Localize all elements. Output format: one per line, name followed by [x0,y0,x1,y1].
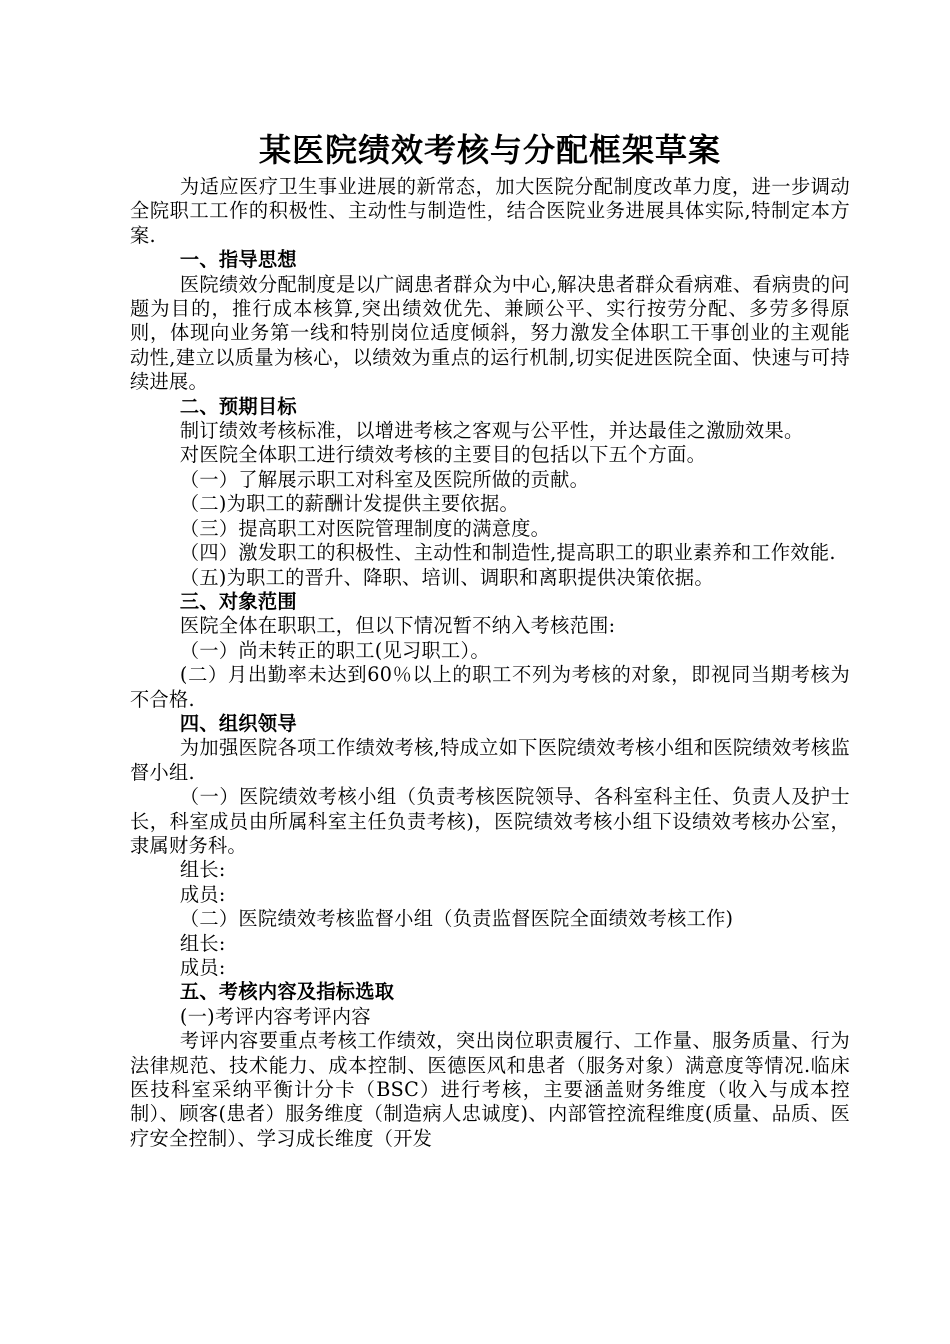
scope-item: (二）月出勤率未达到60％以上的职工不列为考核的对象，即视同当期考核为不合格. [130,663,850,711]
assessment-group-description: （一）医院绩效考核小组（负责考核医院领导、各科室科主任、负责人及护士长，科室成员由所属科室主任负责考核)，医院绩效考核小组下设绩效考核办公室，隶属财务科。 [130,785,850,857]
section-heading-scope: 三、对象范围 [179,589,297,613]
supervision-group-description: （二）医院绩效考核监督小组（负责监督医院全面绩效考核工作) [179,907,734,931]
goal-item: （二)为职工的薪酬计发提供主要依据。 [179,492,519,516]
content-paragraph: 考评内容要重点考核工作绩效，突出岗位职责履行、工作量、服务质量、行为法律规范、技术能力、成本控制、医德医风和患者（服务对象）满意度等情况.临床医技科室采纳平衡计分卡（BSC）进行考核，主要涵盖财务维度（收入与成本控制）、顾客(患者）服务维度（制造病人忠诚度)、内部管控流程维度(质量、品质、医疗安全控制）、学习成长维度（开发 [130,1029,850,1150]
scope-item: （一）尚未转正的职工(见习职工）。 [179,638,490,662]
guiding-ideology-paragraph: 医院绩效分配制度是以广阔患者群众为中心,解决患者群众看病难、看病贵的问题为目的，推行成本核算,突出绩效优先、兼顾公平、实行按劳分配、多劳多得原则，体现向业务第一线和特别岗位适度倾斜，努力激发全体职工干事创业的主观能动性,建立以质量为核心，以绩效为重点的运行机制,切实促进医院全面、快速与可持续进展。 [130,272,850,394]
assessment-group-leader: 组长: [179,858,226,882]
goal-item: （五)为职工的晋升、降职、培训、调职和离职提供决策依据。 [179,565,714,589]
goal-item: （三）提高职工对医院管理制度的满意度。 [179,516,551,540]
section-heading-organization: 四、组织领导 [179,711,297,735]
assessment-group-members: 成员: [179,882,226,906]
scope-paragraph: 医院全体在职职工，但以下情况暂不纳入考核范围: [179,614,616,638]
supervision-group-members: 成员: [179,956,226,979]
expected-goals-purpose: 对医院全体职工进行绩效考核的主要目的包括以下五个方面。 [179,443,707,467]
supervision-group-leader: 组长: [179,931,226,955]
document-page [130,127,850,1151]
organization-paragraph: 为加强医院各项工作绩效考核,特成立如下医院绩效考核小组和医院绩效考核监督小组. [130,736,850,784]
document-title: 某医院绩效考核与分配框架草案 [258,131,721,169]
section-heading-expected-goals: 二、预期目标 [179,394,297,418]
section-heading-content-indicators: 五、考核内容及指标选取 [179,980,395,1004]
section-heading-guiding-ideology: 一、指导思想 [179,248,297,272]
intro-paragraph: 为适应医疗卫生事业进展的新常态，加大医院分配制度改革力度，进一步调动全院职工工作的积极性、主动性与制造性，结合医院业务进展具体实际,特制定本方案. [130,175,850,247]
goal-item: （四）激发职工的积极性、主动性和制造性,提高职工的职业素养和工作效能. [179,541,836,565]
expected-goals-paragraph: 制订绩效考核标准，以增进考核之客观与公平性，并达最佳之激励效果。 [179,419,804,443]
content-subheading: (一)考评内容考评内容 [179,1004,371,1028]
goal-item: （一）了解展示职工对科室及医院所做的贡献。 [179,467,590,491]
